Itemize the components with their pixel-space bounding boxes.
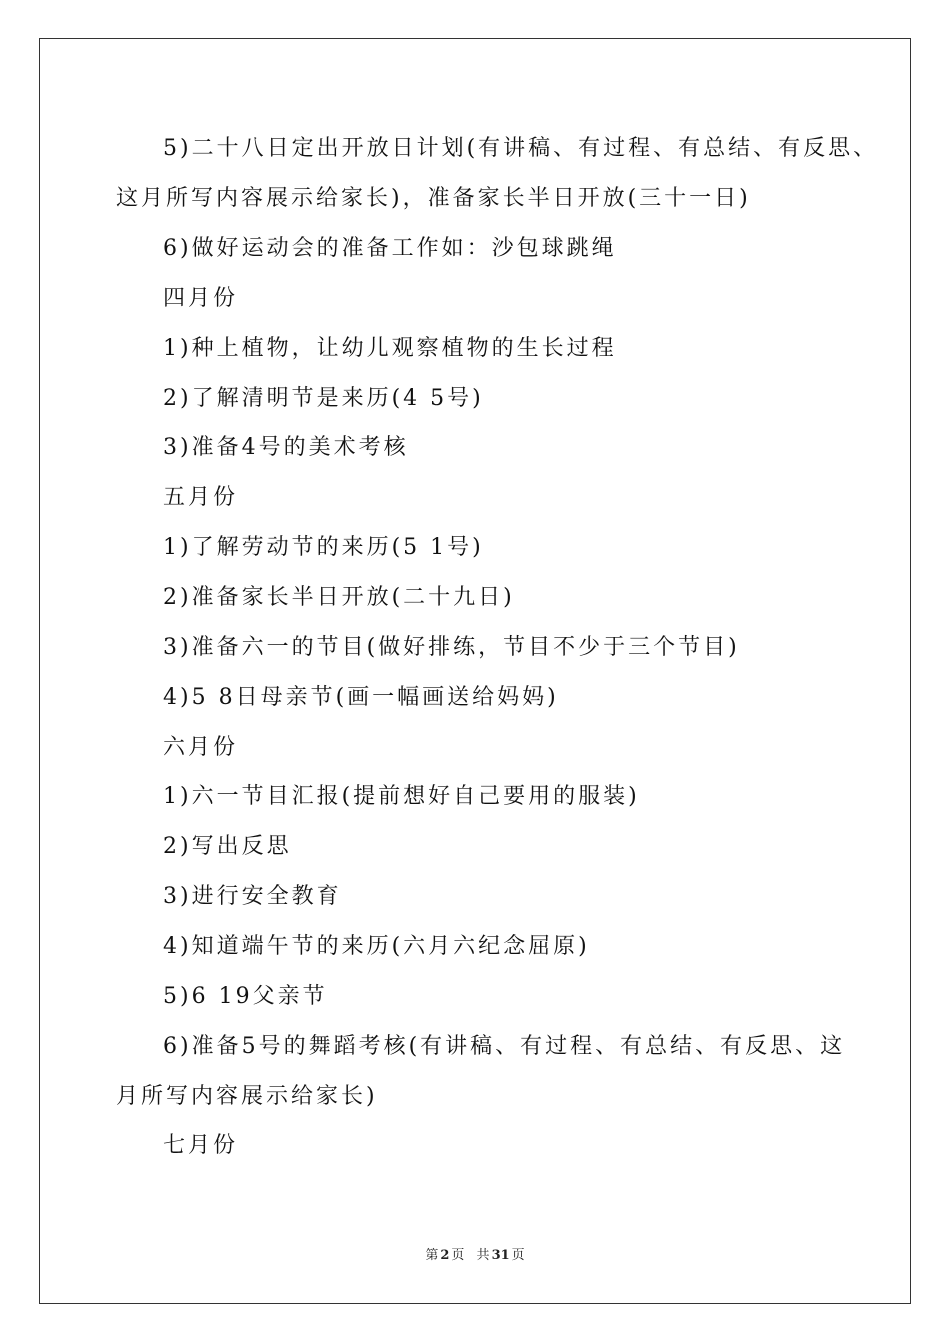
text-line: 月所写内容展示给家长) xyxy=(116,1084,378,1109)
page-border xyxy=(39,38,911,1304)
text-line: 2)了解清明节是来历(4 5号) xyxy=(163,386,484,411)
text-line: 1)了解劳动节的来历(5 1号) xyxy=(163,535,484,560)
text-line: 1)种上植物，让幼儿观察植物的生长过程 xyxy=(163,336,617,361)
text-line: 3)准备六一的节目(做好排练，节目不少于三个节目) xyxy=(163,635,740,660)
text-line: 2)准备家长半日开放(二十九日) xyxy=(163,585,515,610)
text-line: 4)5 8日母亲节(画一幅画送给妈妈) xyxy=(163,685,559,710)
text-line: 4)知道端午节的来历(六月六纪念屈原) xyxy=(163,934,590,959)
text-line: 2)写出反思 xyxy=(163,834,292,859)
section-heading: 四月份 xyxy=(163,286,239,311)
text-line: 这月所写内容展示给家长)，准备家长半日开放(三十一日) xyxy=(116,186,751,211)
text-line: 1)六一节目汇报(提前想好自己要用的服装) xyxy=(163,784,640,809)
text-line: 5)6 19父亲节 xyxy=(163,984,328,1009)
page-number: 第 2 页 xyxy=(425,1248,465,1263)
text-line: 6)准备5号的舞蹈考核(有讲稿、有过程、有总结、有反思、这 xyxy=(163,1034,846,1059)
section-heading: 七月份 xyxy=(163,1133,239,1158)
total-pages: 共 31 页 xyxy=(476,1248,525,1263)
text-line: 6)做好运动会的准备工作如：沙包球跳绳 xyxy=(163,236,617,261)
text-line: 3)进行安全教育 xyxy=(163,884,342,909)
section-heading: 六月份 xyxy=(163,735,239,760)
text-line: 3)准备4号的美术考核 xyxy=(163,435,409,460)
page-footer xyxy=(0,1247,950,1265)
text-line: 5)二十八日定出开放日计划(有讲稿、有过程、有总结、有反思、 xyxy=(163,136,879,161)
section-heading: 五月份 xyxy=(163,485,239,510)
